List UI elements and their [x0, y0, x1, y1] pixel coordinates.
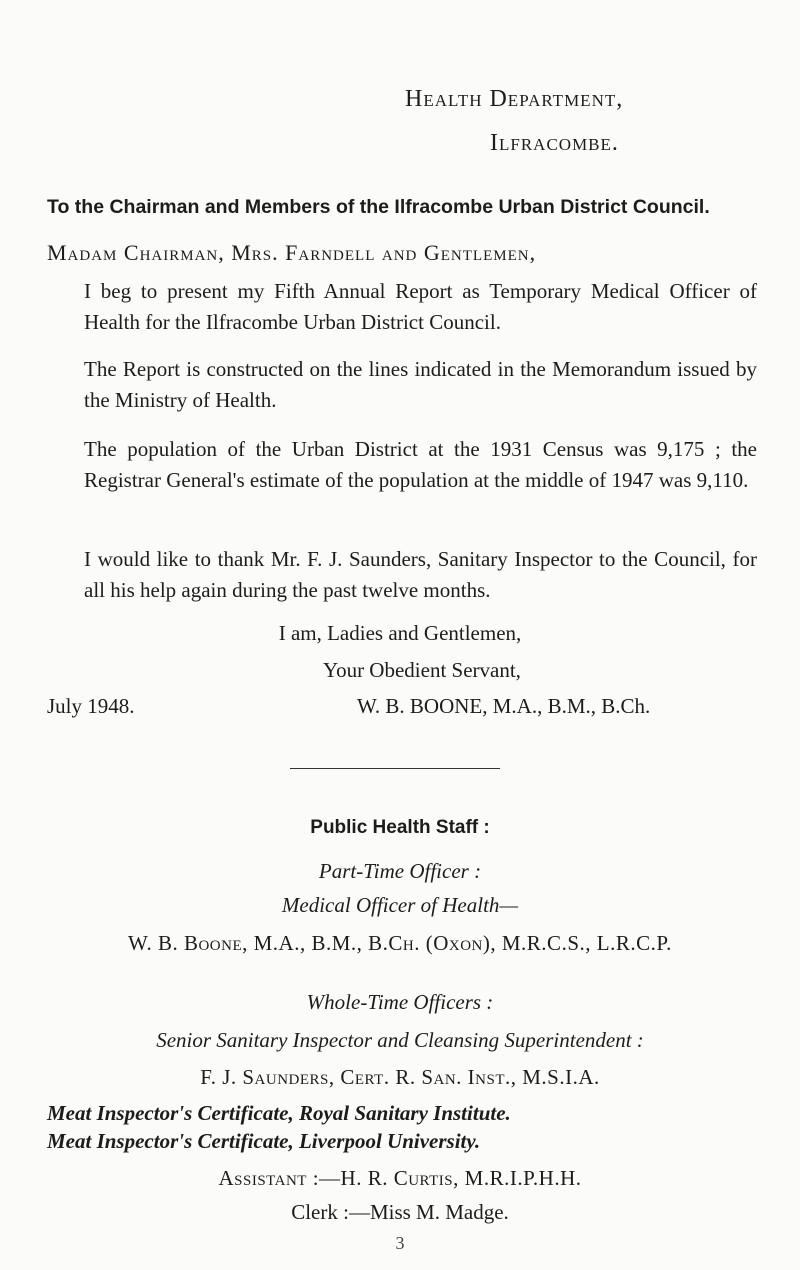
header-town: Ilfracombe.	[490, 130, 619, 156]
paragraph-2-text: The Report is constructed on the lines indicated in the Memorandum issued by the Ministry of Health.	[84, 357, 757, 412]
paragraph-1	[47, 276, 757, 338]
senior-role: Senior Sanitary Inspector and Cleansing Superintendent :	[156, 1028, 644, 1052]
senior-name: F. J. Saunders, Cert. R. San. Inst., M.S.I.A.	[200, 1065, 600, 1089]
part-time-name: W. B. Boone, M.A., B.M., B.Ch. (Oxon), M.R.C.S., L.R.C.P.	[128, 931, 672, 955]
paragraph-3-text: The population of the Urban District at the 1931 Census was 9,175 ; the Registrar General's estimate of the population at the middle of 1947 was 9,110.	[84, 437, 757, 492]
clerk-line: Clerk :—Miss M. Madge.	[291, 1200, 509, 1224]
assistant-line: Assistant :—H. R. Curtis, M.R.I.P.H.H.	[218, 1166, 582, 1190]
staff-title: Public Health Staff :	[310, 817, 490, 838]
signature: W. B. BOONE, M.A., B.M., B.Ch.	[357, 694, 651, 718]
section-divider	[290, 768, 500, 769]
certificate-1: Meat Inspector's Certificate, Royal Sanitary Institute.	[47, 1101, 511, 1125]
header-department: Health Department,	[405, 86, 624, 112]
letter-date: July 1948.	[47, 694, 135, 718]
certificate-2: Meat Inspector's Certificate, Liverpool University.	[47, 1129, 481, 1153]
whole-time-heading: Whole-Time Officers :	[306, 990, 494, 1014]
closing-line-2: Your Obedient Servant,	[323, 658, 521, 682]
closing-line-1: I am, Ladies and Gentlemen,	[278, 621, 522, 645]
page-number: 3	[395, 1233, 405, 1253]
part-time-heading: Part-Time Officer :	[318, 859, 482, 883]
paragraph-3	[47, 434, 757, 496]
part-time-role: Medical Officer of Health—	[281, 893, 519, 917]
paragraph-2	[47, 354, 757, 416]
paragraph-4-text: I would like to thank Mr. F. J. Saunders, Sanitary Inspector to the Council, for all his help again during the past twelve months.	[84, 547, 757, 602]
salutation: Madam Chairman, Mrs. Farndell and Gentlemen,	[47, 240, 537, 265]
addressee-line: To the Chairman and Members of the Ilfracombe Urban District Council.	[47, 196, 710, 218]
paragraph-1-text: I beg to present my Fifth Annual Report as Temporary Medical Officer of Health for the Ilfracombe Urban District Council.	[84, 279, 757, 334]
paragraph-4	[47, 544, 757, 606]
